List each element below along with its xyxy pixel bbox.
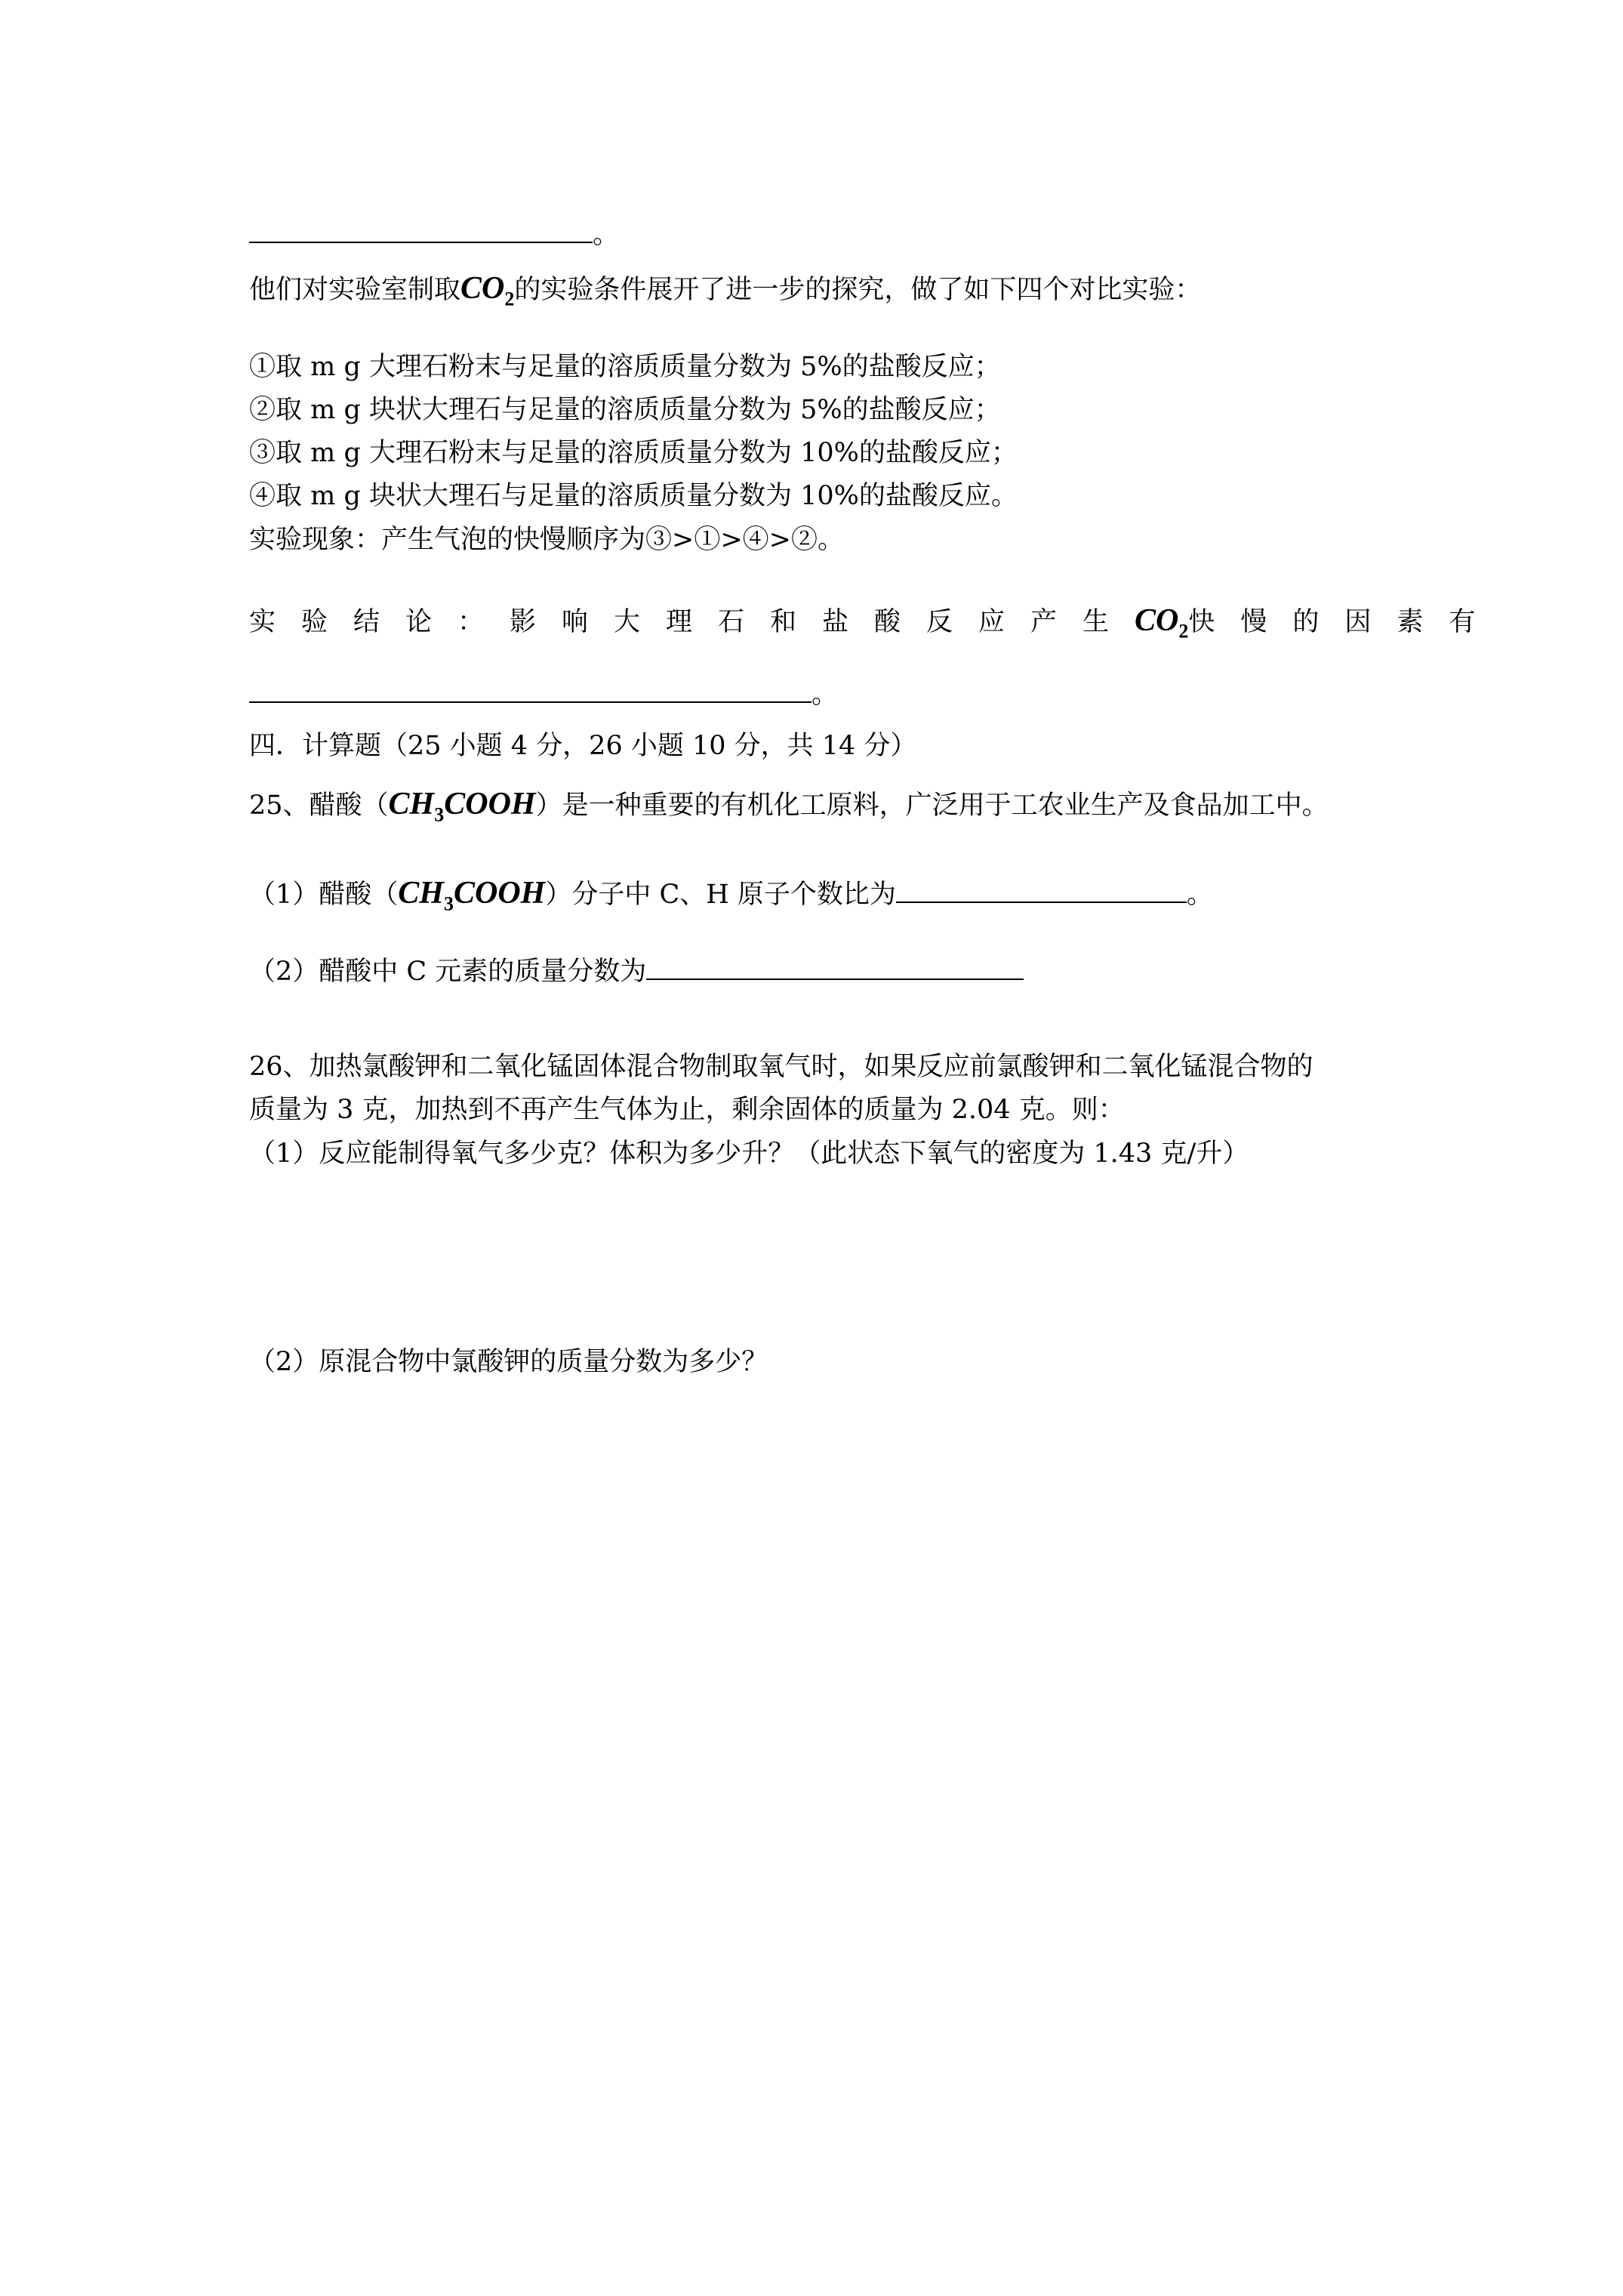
question-25: 25、醋酸$(CH_3COOH)$是一种重要的有机化工原料，广泛用于工农业生产及食品加工中。 (249, 787, 1329, 826)
answer-line-2: 。 (249, 676, 838, 711)
section-heading: 四．计算题（25 小题 4 分，26 小题 10 分，共 14 分） (249, 731, 917, 761)
experiment-3: ③取 m g 大理石粉末与足量的溶质质量分数为 10%的盐酸反应； (249, 438, 1018, 468)
intro-text: 他们对实验室制取$CO_2$的实验条件展开了进一步的探究，做了如下四个对比实验： (249, 271, 1202, 310)
experiment-phenomenon: 实验现象：产生气泡的快慢顺序为③>①>④>②。 (249, 525, 844, 555)
question-26-2: （2）原混合物中氯酸钾的质量分数为多少？ (249, 1347, 768, 1377)
acetic-acid-formula: $CH_3COOH$ (388, 787, 536, 826)
experiment-4: ④取 m g 块状大理石与足量的溶质质量分数为 10%的盐酸反应。 (249, 481, 1018, 511)
answer-blank[interactable] (249, 216, 593, 243)
experiment-conclusion: 实验结论：影响大理石和盐酸反应产生$CO_2$快慢的因素有 (249, 603, 1501, 643)
answer-blank[interactable] (896, 876, 1187, 903)
experiment-1: ①取 m g 大理石粉末与足量的溶质质量分数为 5%的盐酸反应； (249, 352, 1001, 382)
acetic-acid-formula: $CH_3COOH$ (398, 876, 546, 915)
question-25-1: （1）醋酸$(CH_3COOH)$分子中 C、H 原子个数比为 。 (249, 876, 1213, 915)
co2-formula: $CO_2$ (1135, 603, 1189, 643)
question-26: 26、加热氯酸钾和二氧化锰固体混合物制取氧气时，如果反应前氯酸钾和二氧化锰混合物的 (249, 1052, 1313, 1082)
question-25-2: （2）醋酸中 C 元素的质量分数为 (249, 953, 1024, 988)
answer-blank[interactable] (646, 953, 1024, 980)
co2-formula: $CO_2$ (460, 271, 515, 310)
answer-blank[interactable] (249, 676, 812, 703)
question-26-cont: 质量为 3 克，加热到不再产生气体为止，剩余固体的质量为 2.04 克。则： (249, 1095, 1125, 1125)
answer-line-1: 。 (249, 216, 619, 251)
experiment-2: ②取 m g 块状大理石与足量的溶质质量分数为 5%的盐酸反应； (249, 395, 1001, 425)
question-26-1: （1）反应能制得氧气多少克？体积为多少升？（此状态下氧气的密度为 1.43 克/升） (249, 1139, 1249, 1169)
